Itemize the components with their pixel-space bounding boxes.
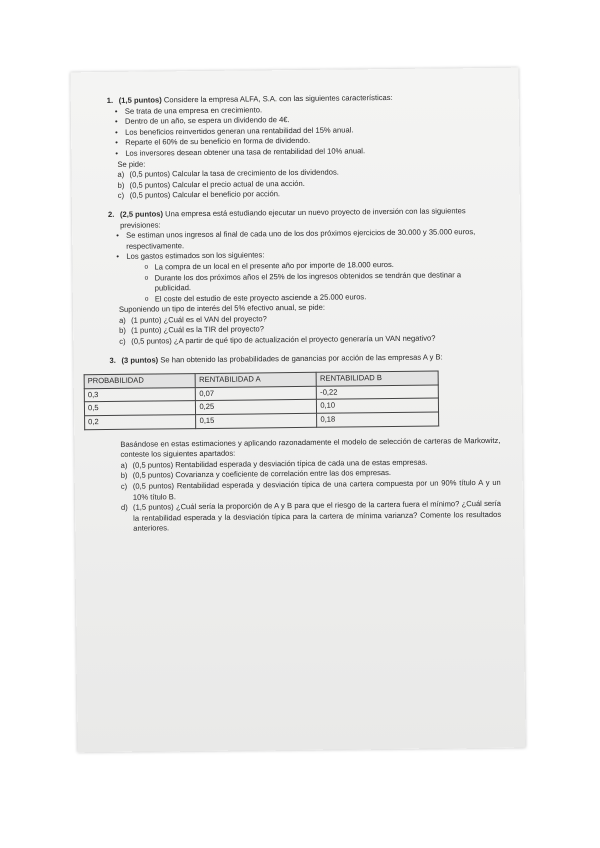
question-intro: Considere la empresa ALFA, S.A. con las siguientes características: [163, 92, 393, 105]
table-cell: -0,22 [317, 385, 439, 400]
question-1 [107, 92, 498, 202]
markowitz-paragraph: Basándose en estas estimaciones y aplicando razonadamente el modelo de selección de carteras de Markowitz, conteste los siguientes apartados: [120, 435, 501, 460]
characteristics-list [107, 102, 498, 159]
list-item: • Los inversores desean obtener una tasa de rentabilidad del 10% anual. [125, 145, 497, 159]
table-cell: 0,5 [84, 401, 196, 416]
list-item: • Reparte el 60% de su beneficio en forma de dividendo. [125, 134, 497, 148]
sub-question: b) (1 punto) ¿Cuál es la TIR del proyecto? [119, 324, 265, 336]
table-cell: 0,10 [317, 398, 439, 413]
list-item: • Los beneficios reinvertidos generan una rentabilidad del 15% anual. [125, 124, 497, 138]
question-points: (1,5 puntos) [118, 95, 162, 105]
table-cell: 0,15 [196, 413, 317, 428]
list-item: o La compra de un local en el presente año por importe de 18.000 euros. [154, 259, 498, 273]
sub-question: a) (0,5 puntos) Rentabilidad esperada y desviación típica de cada una de estas empresas. [120, 457, 428, 470]
table-header: RENTABILIDAD A [196, 373, 317, 388]
table-cell: 0,18 [317, 412, 439, 427]
question-2 [108, 206, 499, 348]
question-3 [87, 352, 502, 535]
list-item: o El coste del estudio de este proyecto asciende a 25.000 euros. [155, 291, 499, 305]
list-item: • Se trata de una empresa en crecimiento. [125, 102, 497, 116]
question-number: 1. [106, 95, 114, 105]
sub-question: b) (0,5 puntos) Covarianza y coeficiente de correlación entre las dos empresas. [120, 468, 392, 481]
question-intro: Una empresa está estudiando ejecutar un nuevo proyecto de inversión con las siguientes previsiones: [120, 206, 466, 230]
exam-content [87, 92, 502, 543]
table-cell: 0,2 [85, 415, 197, 430]
exam-sheet [70, 68, 525, 753]
table-row [85, 412, 439, 429]
table-header: RENTABILIDAD B [316, 371, 438, 386]
sub-question: a) (1 punto) ¿Cuál es el VAN del proyecto? [119, 314, 267, 325]
list-item: • Los gastos estimados son los siguientes: o La compra de un local en el presente año por importe de 18.000 euros. o Durante los dos próximos años el 25% de los ingresos obtenidos se tendrán que destinar a publicidad. o El coste del estudio de este proyecto asciende a 25.000 euros. [126, 248, 499, 305]
question-number: 3. [109, 355, 116, 365]
probability-table [84, 371, 440, 430]
table-cell: 0,25 [196, 400, 317, 415]
question-points: (3 puntos) [121, 355, 159, 365]
question-number: 2. [107, 209, 115, 219]
sub-question: a) (0,5 puntos) Calcular la tasa de crecimiento de los dividendos. [117, 167, 339, 180]
sub-question: c) (0,5 puntos) Rentabilidad esperada y desviación típica de una cartera compuesta por un 90% título A y un 10% título B. [120, 477, 501, 502]
list-item: o Durante los dos próximos años el 25% de los ingresos obtenidos se tendrán que destinar a publicidad. [155, 269, 499, 294]
interest-statement: Suponiendo un tipo de interés del 5% efectivo anual, se pide: [118, 302, 326, 315]
table-cell: 0,07 [196, 386, 317, 401]
expenses-list [126, 259, 498, 305]
sub-question: b) (0,5 puntos) Calcular el precio actual de una acción. [117, 178, 305, 190]
list-item: • Se estiman unos ingresos al final de cada uno de los dos próximos ejercicios de 30.000 y 35.000 euros, respectivamente. [126, 227, 498, 252]
sub-question: c) (0,5 puntos) Calcular el beneficio por acción. [117, 189, 281, 201]
question-points: (2,5 puntos) [119, 209, 164, 219]
question-intro: Se han obtenido las probabilidades de ganancias por acción de las empresas A y B: [160, 352, 443, 365]
sub-question: c) (0,5 puntos) ¿A partir de qué tipo de actualización el proyecto generaría un VAN negativo? [119, 333, 436, 346]
table-header: PROBABILIDAD [84, 374, 196, 389]
table-cell: 0,3 [84, 387, 196, 402]
se-pide-label: Se pide: [117, 159, 146, 169]
list-item: • Dentro de un año, se espera un dividendo de 4€. [125, 113, 497, 127]
forecast-list [108, 227, 499, 305]
sub-question: d) (1,5 puntos) ¿Cuál sería la proporción de A y B para que el riesgo de la cartera fuera el mínimo? ¿Cuál sería la rentabilidad esperada y la desviación típica para la cartera de mínima varianza? Comente los resultados anteriores. [120, 499, 502, 534]
